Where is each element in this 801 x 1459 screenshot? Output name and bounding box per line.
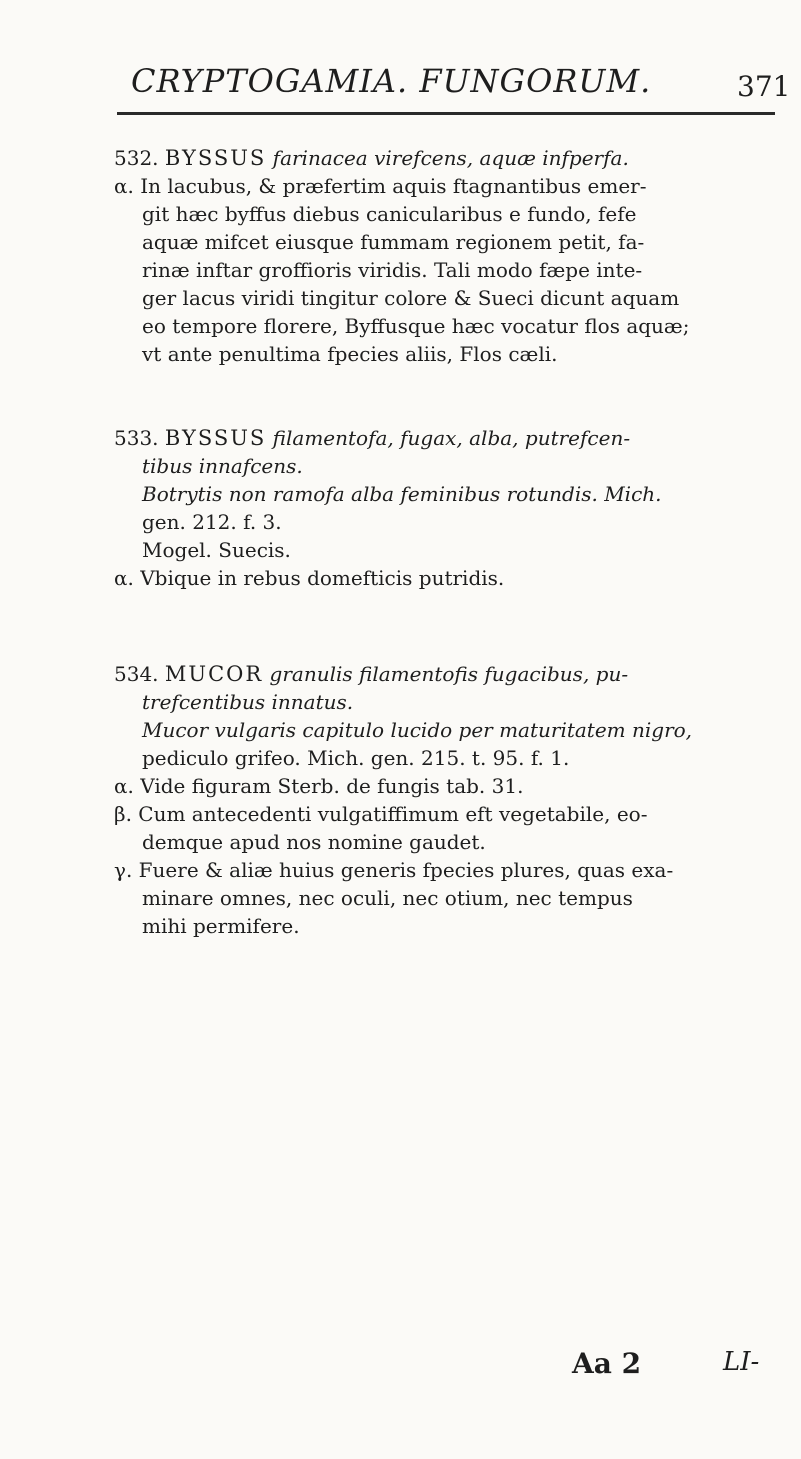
entry-heading [114,424,774,452]
text-line: γ. Fuere & aliæ huius generis fpecies plures, quas exa- [114,858,674,882]
text-line: rinæ inftar groffioris viridis. Tali modo fæpe inte- [142,258,643,282]
text-line: minare omnes, nec oculi, nec otium, nec tempus [142,886,633,910]
text-line: pediculo grifeo. Mich. gen. 215. t. 95. f. 1. [142,746,570,770]
entry-heading [114,144,774,172]
diagnosis: filamentofa, fugax, alba, putrefcen- [272,426,631,450]
text-line: gen. 212. f. 3. [142,510,282,534]
synonym-line: Mucor vulgaris capitulo lucido per maturitatem nigro, [142,718,693,742]
diagnosis: granulis filamentofis fugacibus, pu- [269,662,629,686]
genus-name: MUCOR [164,662,264,686]
text-line: trefcentibus innatus. [142,690,354,714]
text-line: demque apud nos nomine gaudet. [142,830,486,854]
page-number: 371 [737,70,791,103]
entry-number: 532. [114,146,159,170]
synonym-line: Botrytis non ramofa alba feminibus rotundis. Mich. [142,482,662,506]
entry-532 [114,144,774,368]
entry-number: 534. [114,662,159,686]
text-line: eo tempore florere, Byffusque hæc vocatur flos aquæ; [142,314,690,338]
genus-name: BYSSUS [164,426,267,450]
catchword: LI- [723,1347,760,1377]
entry-534 [114,660,774,940]
text-line: α. In lacubus, & præfertim aquis ftagnantibus emer- [114,174,647,198]
text-line: α. Vbique in rebus domefticis putridis. [114,566,505,590]
text-line: git hæc byffus diebus canicularibus e fundo, fefe [142,202,637,226]
diagnosis: farinacea virefcens, aquæ infperfa. [272,146,629,170]
running-head-title: CRYPTOGAMIA. FUNGORUM. [131,62,652,100]
text-line: aquæ mifcet eiusque fummam regionem petit, fa- [142,230,645,254]
text-line: mihi permifere. [142,914,300,938]
text-line: vt ante penultima fpecies aliis, Flos cæli. [142,342,558,366]
text-line: β. Cum antecedenti vulgatiffimum eft vegetabile, eo- [114,802,648,826]
genus-name: BYSSUS [164,146,267,170]
text-line: α. Vide figuram Sterb. de fungis tab. 31. [114,774,524,798]
entry-number: 533. [114,426,159,450]
text-line: tibus innafcens. [142,454,303,478]
entry-heading [114,660,774,688]
entry-533 [114,424,774,592]
text-line: ger lacus viridi tingitur colore & Sueci dicunt aquam [142,286,680,310]
vernacular-line: Mogel. Suecis. [142,538,291,562]
signature-mark: Aa 2 [572,1347,642,1380]
header-rule [117,112,775,115]
